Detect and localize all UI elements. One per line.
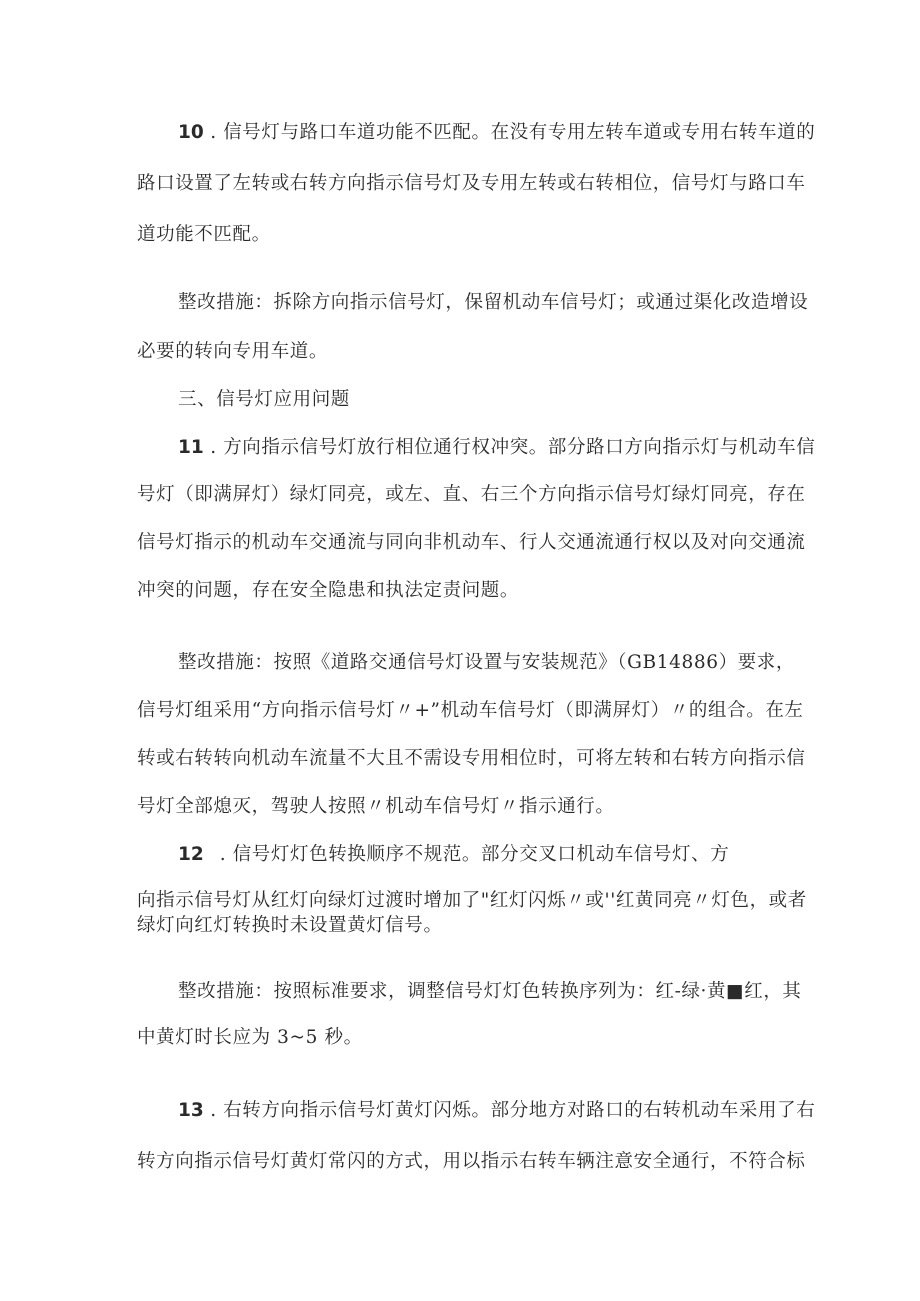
fix-11-line-2: 信号灯组采用“方向指示信号灯〃+”机动车信号灯（即满屏灯）〃的组合。在左 [137, 700, 804, 721]
item-12-line-1: 12 . 信号灯灯色转换顺序不规范。部分交叉口机动车信号灯、方 [178, 844, 730, 865]
fix-11-line-1: 整改措施：按照《道路交通信号灯设置与安装规范》（GB14886）要求， [178, 652, 795, 673]
item-number: 13 [178, 1100, 204, 1121]
fix-11-line-4: 号灯全部熄灭，驾驶人按照〃机动车信号灯〃指示通行。 [137, 796, 615, 817]
item-12-line-3: 绿灯向红灯转换时未设置黄灯信号。 [137, 915, 443, 936]
item-number: 11 [178, 437, 204, 458]
item-11-line-3: 信号灯指示的机动车交通流与同向非机动车、行人交通流通行权以及对向交通流 [137, 532, 806, 553]
item-13-line-2: 转方向指示信号灯黄灯常闪的方式，用以指示右转车辆注意安全通行，不符合标 [137, 1151, 806, 1172]
item-13-line-1: 13 . 右转方向指示信号灯黄灯闪烁。部分地方对路口的右转机动车采用了右 [178, 1100, 816, 1121]
fix-11-line-3: 转或右转转向机动车流量不大且不需设专用相位时，可将左转和右转方向指示信 [137, 748, 806, 769]
item-12-line-2: 向指示信号灯从红灯向绿灯过渡时增加了"红灯闪烁〃或''红黄同亮〃灯色，或者 [137, 890, 807, 911]
item-10-line-2: 路口设置了左转或右转方向指示信号灯及专用左转或右转相位，信号灯与路口车 [137, 173, 806, 194]
fix-12-line-2: 中黄灯时长应为 3~5 秒。 [137, 1027, 363, 1048]
item-number: 12 [178, 844, 204, 865]
fix-10-line-2: 必要的转向专用车道。 [137, 341, 329, 362]
item-number: 10 [178, 122, 204, 143]
item-10-line-1: 10 . 信号灯与路口车道功能不匹配。在没有专用左转车道或专用右转车道的 [178, 122, 816, 143]
section-heading: 三、信号灯应用问题 [178, 389, 350, 410]
item-11-line-2: 号灯（即满屏灯）绿灯同亮，或左、直、右三个方向指示信号灯绿灯同亮，存在 [137, 484, 806, 505]
fix-10-line-1: 整改措施：拆除方向指示信号灯，保留机动车信号灯；或通过渠化改造增设 [178, 292, 809, 313]
fix-12-line-1: 整改措施：按照标准要求，调整信号灯灯色转换序列为：红-绿·黄■红，其 [178, 981, 802, 1002]
item-10-line-3: 道功能不匹配。 [137, 224, 271, 245]
item-11-line-4: 冲突的问题，存在安全隐患和执法定责问题。 [137, 580, 520, 601]
item-11-line-1: 11 . 方向指示信号灯放行相位通行权冲突。部分路口方向指示灯与机动车信 [178, 437, 816, 458]
